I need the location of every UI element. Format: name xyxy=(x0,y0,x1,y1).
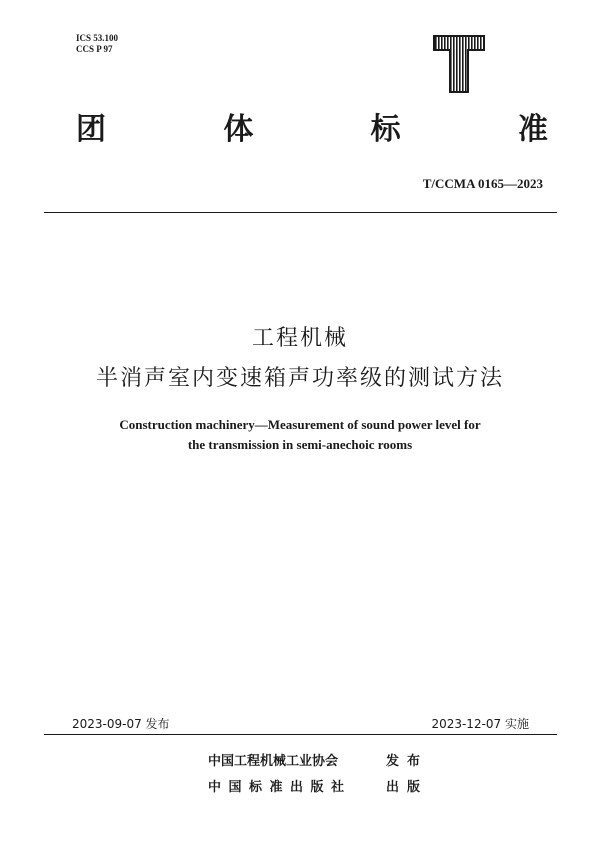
top-divider xyxy=(44,212,557,213)
chinese-title-line-2: 半消声室内变速箱声功率级的测试方法 xyxy=(95,366,504,391)
publisher-role: 出版 xyxy=(386,780,429,795)
publisher-name: 中国工程机械工业协会 xyxy=(208,754,339,769)
english-title-line-2: the transmission in semi-anechoic rooms xyxy=(187,437,413,452)
standard-type-char: 准 xyxy=(517,112,548,147)
standard-type-char: 体 xyxy=(223,112,254,147)
publisher-line xyxy=(208,750,428,769)
chinese-title-line-1: 工程机械 xyxy=(251,326,348,351)
category-letter-t xyxy=(432,34,486,94)
bottom-divider xyxy=(44,734,557,735)
standard-type-char: 标 xyxy=(370,112,401,147)
issue-date: 2023-09-07 发布 xyxy=(72,717,170,731)
classification-codes xyxy=(76,33,118,55)
english-title-line-1: Construction machinery—Measurement of sound power level for xyxy=(119,417,481,432)
publisher-line xyxy=(208,776,428,795)
ccs-code: CCS P 97 xyxy=(76,44,113,54)
ics-code: ICS 53.100 xyxy=(76,33,119,43)
standard-number: T/CCMA 0165—2023 xyxy=(422,176,543,191)
publisher-role: 发布 xyxy=(386,754,429,769)
implementation-date: 2023-12-07 实施 xyxy=(431,717,529,731)
standard-type-heading xyxy=(76,112,548,148)
standard-type-char: 团 xyxy=(76,112,106,147)
publisher-name: 中国标准出版社 xyxy=(208,780,352,795)
